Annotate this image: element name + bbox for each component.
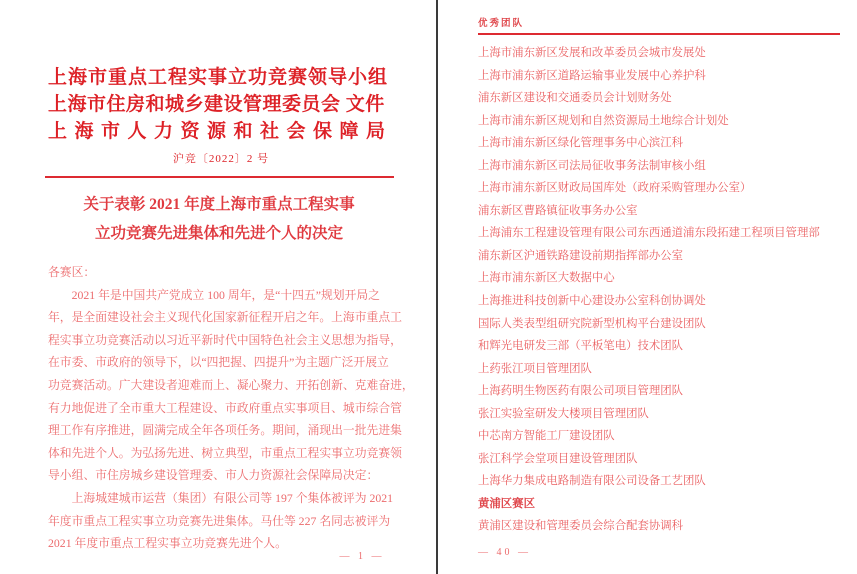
- page-number-left: — 1 —: [339, 551, 385, 562]
- body-line: 各赛区：: [48, 265, 96, 279]
- team-list-item: 浦东新区曹路镇征收事务办公室: [478, 204, 638, 217]
- masthead-line: 上海市重点工程实事立功竞赛领导小组: [48, 67, 389, 88]
- doc-number: 沪竞〔2022〕2 号: [172, 153, 270, 165]
- team-list-item: 上海市浦东新区规划和自然资源局土地综合计划处: [478, 114, 729, 127]
- team-list-item: 上海市浦东新区大数据中心: [478, 272, 615, 285]
- body-line: 在市委、市政府的领导下，以“四把握、四提升”为主题广泛开展立: [48, 355, 389, 370]
- team-list-item: 上海市浦东新区绿化管理事务中心滨江科: [478, 137, 684, 150]
- team-list-item: 和辉光电研发三部（平板笔电）技术团队: [478, 340, 684, 353]
- team-list-item: 上海药明生物医药有限公司项目管理团队: [478, 385, 684, 398]
- body-line: 程实事立功竞赛活动以习近平新时代中国特色社会主义思想为指导，: [48, 332, 402, 347]
- running-header: 优秀团队: [478, 19, 525, 29]
- document-title: [22, 190, 416, 248]
- team-list-item: 上海市浦东新区道路运输事业发展中心养护科: [478, 69, 706, 82]
- red-separator-rule: [478, 33, 840, 35]
- masthead-line: 上海市人力资源和社会保障局: [48, 121, 393, 142]
- team-list-item: 上海推进科技创新中心建设办公室科创协调处: [478, 295, 706, 308]
- masthead-line: 上海市住房和城乡建设管理委员会 文件: [48, 94, 385, 115]
- section-header-huangpu: 黄浦区赛区: [478, 497, 535, 510]
- red-separator-rule: [45, 176, 394, 178]
- body-line: 理工作有序推进，圆满完成全年各项任务。期间，涌现出一批先进集: [48, 423, 402, 438]
- body-line: 年，是全面建设社会主义现代化国家新征程开启之年。上海市重点工: [48, 310, 402, 325]
- body-line: 体和先进个人。为弘扬先进、树立典型，市重点工程实事立功竞赛领: [48, 445, 402, 460]
- document-page-right: [440, 0, 857, 574]
- body-line: 年度市重点工程实事立功竞赛先进集体。马仕等 227 名同志被评为: [48, 513, 391, 528]
- team-list-item: 黄浦区建设和管理委员会综合配套协调科: [478, 520, 684, 533]
- body-line: 2021 年是中国共产党成立 100 周年，是“十四五”规划开局之: [48, 287, 380, 302]
- team-list-item: 浦东新区建设和交通委员会计划财务处: [478, 92, 672, 105]
- page-divider: [436, 0, 438, 574]
- team-list-item: 上海市浦东新区司法局征收事务法制审核小组: [478, 159, 706, 172]
- team-list-item: 上海市浦东新区财政局国库处（政府采购管理办公室）: [478, 182, 752, 195]
- body-line: 上海城建城市运营（集团）有限公司等 197 个集体被评为 2021: [48, 490, 394, 505]
- team-list-item: 中芯南方智能工厂建设团队: [478, 430, 615, 443]
- page-number-right: — 40 —: [478, 547, 531, 558]
- team-list-item: 国际人类表型组研究院新型机构平台建设团队: [478, 317, 706, 330]
- document-body: [48, 261, 414, 555]
- title-line: 立功竞赛先进集体和先进个人的决定: [94, 225, 343, 242]
- team-list-item: 上药张江项目管理团队: [478, 362, 592, 375]
- body-line: 2021 年度市重点工程实事立功竞赛先进个人。: [48, 536, 287, 551]
- body-line: 有力地促进了全市重大工程建设、市政府重点实事项目、城市综合管: [48, 400, 402, 415]
- title-line: 关于表彰 2021 年度上海市重点工程实事: [83, 196, 355, 213]
- team-list-item: 张江实验室研发大楼项目管理团队: [478, 407, 649, 420]
- team-list-item: 张江科学会堂项目建设管理团队: [478, 452, 638, 465]
- team-list-item: 上海市浦东新区发展和改革委员会城市发展处: [478, 47, 706, 59]
- team-list-item: 浦东新区沪通铁路建设前期指挥部办公室: [478, 249, 684, 262]
- body-line: 导小组、市住房城乡建设管理委、市人力资源社会保障局决定：: [48, 468, 379, 483]
- team-list: [478, 42, 850, 538]
- team-list-item: 上海华力集成电路制造有限公司设备工艺团队: [478, 475, 706, 488]
- team-list-item: 上海浦东工程建设管理有限公司东西通道浦东段拓建工程项目管理部: [478, 227, 820, 240]
- body-line: 功竞赛活动。广大建设者迎难而上、凝心聚力、开拓创新、克难奋进，: [48, 377, 414, 392]
- document-masthead: [48, 64, 396, 145]
